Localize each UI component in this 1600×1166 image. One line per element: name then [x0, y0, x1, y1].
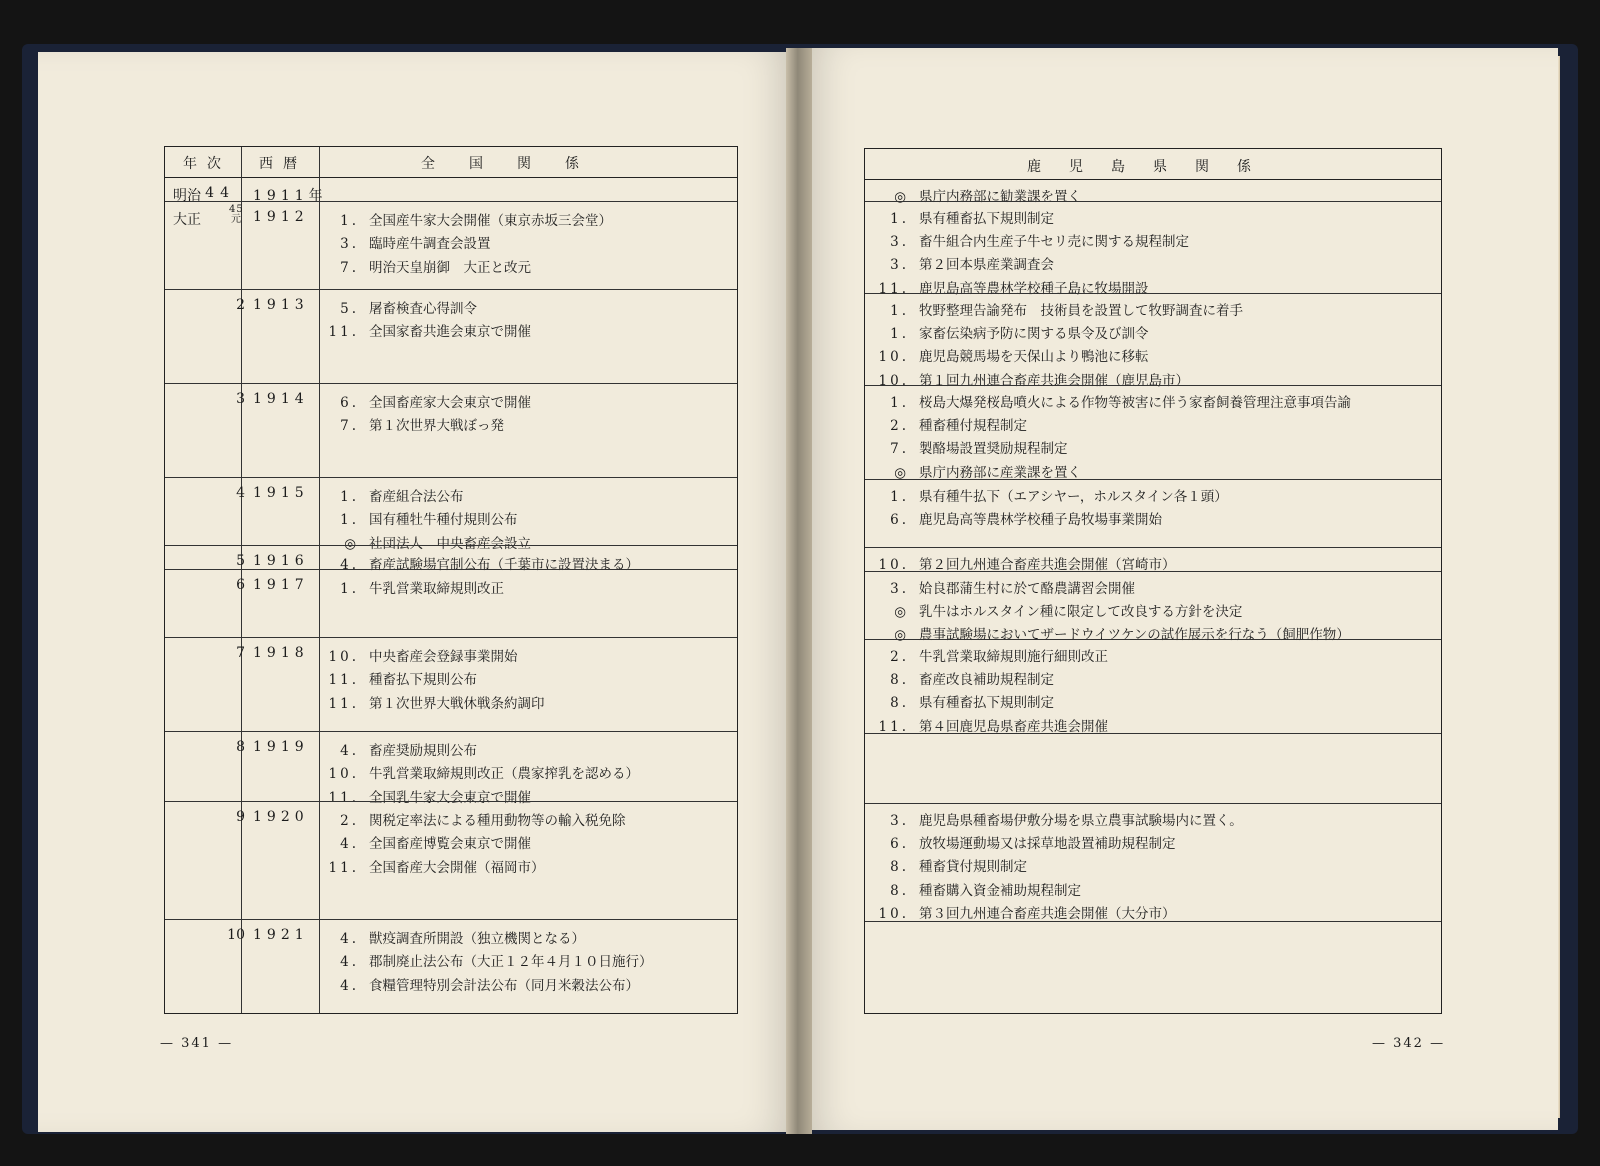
- event-month: 6.: [340, 395, 359, 411]
- western-year: 1918: [253, 645, 309, 661]
- kagoshima-event: [875, 508, 1162, 528]
- national-event: [325, 508, 518, 528]
- kagoshima-event: [875, 668, 1054, 688]
- event-text: 畜産改良補助規程制定: [919, 672, 1054, 689]
- kagoshima-event: [875, 322, 1149, 342]
- header-era: 年次: [183, 156, 231, 172]
- national-event: [325, 320, 531, 340]
- national-timeline-table: [164, 146, 738, 1014]
- event-text: 全国畜産大会開催（福岡市）: [369, 859, 545, 876]
- event-month: 7.: [890, 441, 909, 458]
- event-text: 関税定率法による種用動物等の輸入税免除: [369, 813, 626, 829]
- row-divider: [865, 803, 1441, 804]
- event-month: 4.: [340, 836, 359, 853]
- kagoshima-event: [875, 553, 1176, 573]
- page-number-left: — 341 —: [160, 1036, 234, 1051]
- era-year: 9: [236, 809, 245, 825]
- western-year: 1916: [253, 553, 309, 569]
- event-month: 10.: [328, 766, 359, 783]
- event-month: 10.: [878, 372, 909, 389]
- event-month: 1.: [340, 512, 359, 529]
- event-text: 県庁内務部に産業課を置く: [919, 464, 1081, 481]
- national-event: [325, 786, 531, 806]
- table-header: [865, 149, 1441, 180]
- kagoshima-event: [875, 600, 1242, 620]
- western-year: 1917: [253, 577, 309, 593]
- event-month: 1.: [340, 489, 359, 505]
- event-month: 3.: [890, 257, 909, 274]
- event-text: 農事試験場においてザードウイツケンの試作展示を行なう（飼肥作物）: [919, 627, 1350, 644]
- national-event: [325, 485, 464, 505]
- event-text: 第２回九州連合畜産共進会開催（宮崎市）: [919, 557, 1176, 573]
- event-text: 畜産奨励規則公布: [369, 743, 477, 759]
- era-year: 10: [227, 927, 245, 943]
- national-event: [325, 391, 531, 411]
- event-month: 10.: [878, 905, 909, 922]
- era-year: 44: [205, 185, 235, 201]
- event-month: 5.: [340, 301, 359, 317]
- national-event: [325, 297, 477, 317]
- event-text: 屠畜検査心得訓令: [369, 301, 477, 317]
- event-text: 第２回本県産業調査会: [919, 257, 1054, 274]
- kagoshima-event: [875, 879, 1081, 899]
- event-text: 桜島大爆発桜島噴火による作物等被害に伴う家畜飼養管理注意事項告諭: [919, 395, 1351, 411]
- event-text: 第１次世界大戦休戦条約調印: [369, 695, 545, 712]
- event-text: 種畜購入資金補助規程制定: [919, 882, 1081, 899]
- kagoshima-event: [875, 715, 1108, 735]
- event-month: 11.: [328, 672, 359, 689]
- event-month: 1.: [340, 581, 359, 597]
- event-text: 明治天皇崩御 大正と改元: [369, 259, 531, 276]
- event-text: 臨時産牛調査会設置: [369, 236, 491, 253]
- event-text: 第１次世界大戦ぼっ発: [369, 418, 504, 435]
- event-month: 3.: [890, 581, 909, 597]
- row-divider: [865, 639, 1441, 640]
- national-event: [325, 692, 545, 712]
- row-divider: [165, 545, 737, 546]
- event-text: 畜牛組合内生産子牛セリ売に関する規程制定: [919, 234, 1189, 251]
- western-year: 1920: [253, 809, 309, 825]
- kagoshima-event: [875, 809, 1243, 829]
- event-month: 4.: [340, 977, 359, 994]
- kagoshima-event: [875, 207, 1054, 227]
- event-text: 種畜払下規則公布: [369, 672, 477, 689]
- national-event: [325, 668, 477, 688]
- event-month: 11.: [328, 859, 359, 876]
- event-text: 県有種牛払下（エアシヤー，ホルスタイン各１頭）: [919, 489, 1228, 505]
- event-month: 7.: [340, 418, 359, 435]
- event-text: 畜産組合法公布: [369, 489, 464, 505]
- row-divider: [165, 201, 737, 202]
- row-divider: [865, 733, 1441, 734]
- national-event: [325, 414, 504, 434]
- event-month: 1.: [890, 326, 909, 343]
- era-year-fraction: [229, 204, 244, 225]
- event-month: ◎: [894, 604, 909, 621]
- row-divider: [165, 289, 737, 290]
- event-text: 鹿児島高等農林学校種子島牧場事業開始: [919, 512, 1162, 529]
- event-month: 1.: [890, 489, 909, 505]
- kagoshima-event: [875, 623, 1350, 643]
- kagoshima-event: [875, 414, 1027, 434]
- kagoshima-event: [875, 577, 1135, 597]
- event-text: 牧野整理告諭発布 技術員を設置して牧野調査に着手: [919, 303, 1243, 319]
- event-text: 第３回九州連合畜産共進会開催（大分市）: [919, 905, 1176, 922]
- national-event: [325, 832, 531, 852]
- event-month: 3.: [890, 234, 909, 251]
- event-month: 4.: [340, 743, 359, 759]
- event-month: 4.: [340, 557, 359, 573]
- row-divider: [865, 385, 1441, 386]
- western-year: 1914: [253, 391, 309, 407]
- event-month: 4.: [340, 931, 359, 947]
- event-text: 牛乳営業取締規則改正: [369, 581, 504, 597]
- event-month: ◎: [344, 535, 359, 552]
- row-divider: [165, 801, 737, 802]
- event-text: 社団法人 中央畜産会設立: [369, 535, 531, 552]
- event-month: 7.: [340, 259, 359, 276]
- era-year-new: 元: [231, 214, 241, 225]
- event-text: 畜産試験場官制公布（千葉市に設置決まる）: [369, 557, 639, 573]
- row-divider: [165, 477, 737, 478]
- row-divider: [865, 201, 1441, 202]
- era-year: 3: [236, 391, 245, 407]
- event-text: 第１回九州連合畜産共進会開催（鹿児島市）: [919, 372, 1189, 389]
- event-month: 1.: [340, 213, 359, 229]
- event-text: 県有種畜払下規則制定: [919, 211, 1054, 227]
- event-month: 2.: [890, 418, 909, 435]
- row-divider: [865, 921, 1441, 922]
- kagoshima-event: [875, 902, 1176, 922]
- row-divider: [165, 731, 737, 732]
- national-event: [325, 553, 639, 573]
- row-divider: [165, 569, 737, 570]
- event-text: 放牧場運動場又は採草地設置補助規程制定: [919, 836, 1176, 853]
- event-text: 牛乳営業取締規則施行細則改正: [919, 649, 1108, 665]
- western-year: 1912: [253, 209, 309, 225]
- era-label: 明治: [173, 188, 201, 204]
- event-month: 11.: [328, 789, 359, 806]
- kagoshima-event: [875, 855, 1027, 875]
- event-month: 2.: [340, 813, 359, 829]
- era-label: 大正: [173, 212, 201, 228]
- event-month: 11.: [878, 718, 909, 735]
- kagoshima-event: [875, 691, 1054, 711]
- event-month: 11.: [878, 280, 909, 297]
- event-month: 3.: [890, 813, 909, 829]
- era-year-old: 45: [229, 204, 244, 215]
- kagoshima-event: [875, 461, 1081, 481]
- event-text: 県有種畜払下規則制定: [919, 695, 1054, 712]
- book-gutter: [786, 48, 812, 1134]
- row-divider: [865, 571, 1441, 572]
- event-text: 製酪場設置奨励規程制定: [919, 441, 1068, 458]
- kagoshima-event: [875, 230, 1189, 250]
- event-text: 全国畜産博覧会東京で開催: [369, 836, 531, 853]
- era-year: 7: [236, 645, 245, 661]
- national-event: [325, 232, 491, 252]
- event-text: 鹿児島競馬場を天保山より鴨池に移転: [919, 349, 1149, 366]
- row-divider: [165, 637, 737, 638]
- event-month: 10.: [878, 557, 909, 573]
- kagoshima-event: [875, 185, 1081, 205]
- event-text: 第４回鹿児島県畜産共進会開催: [919, 718, 1108, 735]
- event-text: 郡制廃止法公布（大正１２年４月１０日施行）: [369, 954, 653, 971]
- era-year: 2: [236, 297, 245, 313]
- event-month: 1.: [890, 211, 909, 227]
- header-western-year: 西暦: [259, 156, 307, 172]
- event-month: 3.: [340, 236, 359, 253]
- event-month: 10.: [328, 649, 359, 665]
- western-year: 1913: [253, 297, 309, 313]
- row-divider: [865, 479, 1441, 480]
- table-header: [165, 147, 737, 178]
- event-month: 8.: [890, 695, 909, 712]
- era-year: 6: [236, 577, 245, 593]
- event-month: ◎: [894, 464, 909, 481]
- event-month: 1.: [890, 303, 909, 319]
- western-year: 1921: [253, 927, 309, 943]
- event-text: 県庁内務部に勧業課を置く: [919, 189, 1081, 205]
- national-event: [325, 577, 504, 597]
- era-year: 8: [236, 739, 245, 755]
- event-month: 6.: [890, 836, 909, 853]
- kagoshima-event: [875, 253, 1054, 273]
- event-text: 全国産牛家大会開催（東京赤坂三会堂）: [369, 213, 612, 229]
- national-event: [325, 762, 639, 782]
- event-text: 鹿児島高等農林学校種子島に牧場開設: [919, 280, 1149, 297]
- era-year: 5: [236, 553, 245, 569]
- event-month: 10.: [878, 349, 909, 366]
- national-event: [325, 739, 477, 759]
- event-text: 鹿児島県種畜場伊敷分場を県立農事試験場内に置く。: [919, 813, 1243, 829]
- kagoshima-event: [875, 645, 1108, 665]
- event-text: 獣疫調査所開設（独立機関となる）: [369, 931, 585, 947]
- event-text: 全国畜産家大会東京で開催: [369, 395, 531, 411]
- event-month: 4.: [340, 954, 359, 971]
- national-event: [325, 532, 531, 552]
- row-divider: [865, 293, 1441, 294]
- kagoshima-event: [875, 832, 1176, 852]
- kagoshima-event: [875, 299, 1243, 319]
- column-divider: [319, 147, 320, 1013]
- national-event: [325, 809, 626, 829]
- event-month: 1.: [890, 395, 909, 411]
- national-event: [325, 974, 639, 994]
- event-month: 8.: [890, 859, 909, 876]
- era-year: 4: [236, 485, 245, 501]
- kagoshima-event: [875, 485, 1228, 505]
- event-text: 牛乳営業取締規則改正（農家搾乳を認める）: [369, 766, 639, 783]
- event-text: 全国家畜共進会東京で開催: [369, 324, 531, 341]
- national-event: [325, 645, 518, 665]
- event-month: 11.: [328, 695, 359, 712]
- event-month: 8.: [890, 672, 909, 689]
- national-event: [325, 927, 585, 947]
- event-text: 家畜伝染病予防に関する県令及び訓令: [919, 326, 1149, 343]
- event-text: 全国乳牛家大会東京で開催: [369, 789, 531, 806]
- event-text: 中央畜産会登録事業開始: [369, 649, 518, 665]
- national-event: [325, 950, 653, 970]
- western-year: 1915: [253, 485, 309, 501]
- event-month: 2.: [890, 649, 909, 665]
- western-year: 1911年: [253, 188, 328, 204]
- kagoshima-event: [875, 345, 1149, 365]
- event-text: 種畜貸付規則制定: [919, 859, 1027, 876]
- event-text: 姶良郡蒲生村に於て酪農講習会開催: [919, 581, 1135, 597]
- event-month: ◎: [894, 189, 909, 205]
- event-month: 6.: [890, 512, 909, 529]
- national-event: [325, 856, 545, 876]
- event-text: 乳牛はホルスタイン種に限定して改良する方針を決定: [919, 604, 1243, 621]
- western-year: 1919: [253, 739, 309, 755]
- kagoshima-timeline-table: [864, 148, 1442, 1014]
- kagoshima-event: [875, 391, 1351, 411]
- row-divider: [865, 547, 1441, 548]
- kagoshima-event: [875, 437, 1068, 457]
- row-divider: [165, 919, 737, 920]
- row-divider: [165, 383, 737, 384]
- header-national: 全国関係: [421, 156, 613, 172]
- event-text: 種畜種付規程制定: [919, 418, 1027, 435]
- page-number-right: — 342 —: [1372, 1036, 1446, 1051]
- event-month: ◎: [894, 627, 909, 644]
- national-event: [325, 209, 612, 229]
- event-month: 11.: [328, 324, 359, 341]
- event-month: 8.: [890, 882, 909, 899]
- event-text: 食糧管理特別会計法公布（同月米穀法公布）: [369, 977, 639, 994]
- event-text: 国有種牡牛種付規則公布: [369, 512, 518, 529]
- header-kagoshima: 鹿児島県関係: [1027, 159, 1279, 175]
- national-event: [325, 256, 531, 276]
